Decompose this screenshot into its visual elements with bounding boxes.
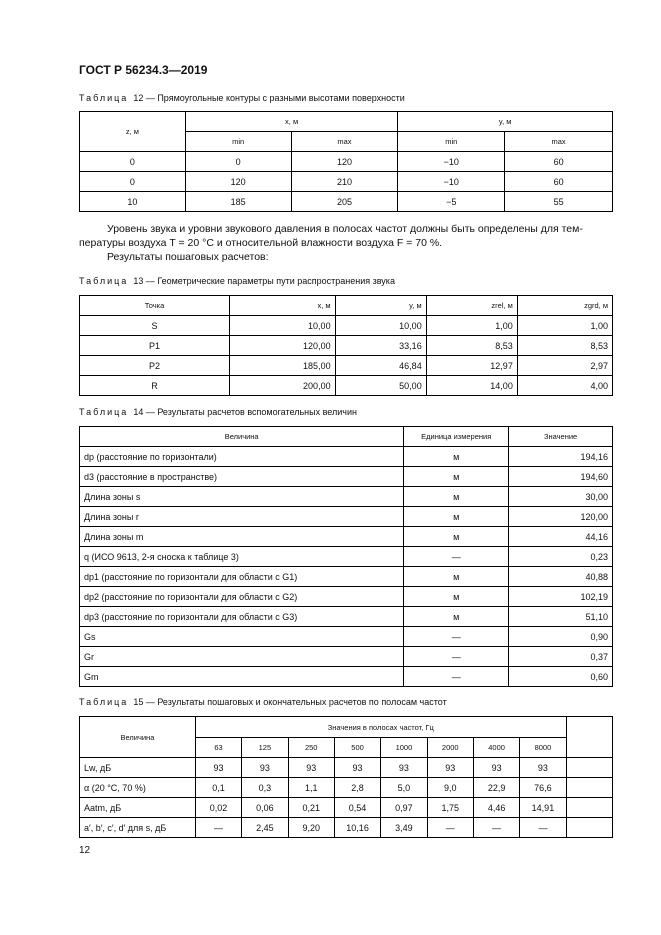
table-cell: dp (расстояние по горизонтали) [80,447,404,467]
table-cell: м [404,607,509,627]
table-cell: P2 [80,356,230,376]
table-cell: 50,00 [335,376,426,396]
table-cell: 51,10 [509,607,613,627]
table-cell: 9,0 [427,778,473,798]
table-cell: d3 (расстояние в пространстве) [80,467,404,487]
table-cell: 60 [505,172,613,192]
table-cell: 93 [473,758,519,778]
table-cell: 0 [80,152,186,172]
table-row [80,587,613,607]
table-row [80,567,613,587]
paragraph-line-1: Уровень звука и уровни звукового давления в полосах частот должны быть определены для тем- [107,223,583,235]
table-12-caption [79,93,405,103]
table-14 [79,426,613,687]
table-row [80,547,613,567]
table-cell: 0 [185,152,291,172]
table-cell: 0,23 [509,547,613,567]
table-cell: м [404,567,509,587]
table-cell: Aatm, дБ [80,798,196,818]
table-cell: 8,53 [517,336,612,356]
table-row [80,507,613,527]
table-cell: Значение [509,427,613,447]
table-cell: 10,00 [230,316,336,336]
table-cell: 4,00 [517,376,612,396]
table-cell: x, м [230,296,336,316]
table-cell: Длина зоны s [80,487,404,507]
table-cell: 0,06 [242,798,288,818]
table-cell: — [404,667,509,687]
table-label: Таблица [79,407,129,417]
table-cell: 194,16 [509,447,613,467]
table-cell: 60 [505,152,613,172]
table-cell: — [404,547,509,567]
table-cell: — [404,627,509,647]
table-cell: q (ИСО 9613, 2-я сноска к таблице 3) [80,547,404,567]
paragraph-line-3: Результаты пошаговых расчетов: [107,251,269,263]
table-cell: 0,37 [509,647,613,667]
table-row [80,818,613,838]
table-title: 14 — Результаты расчетов вспомогательных величин [133,407,357,417]
table-cell: −10 [398,172,505,192]
table-cell: 76,6 [520,778,566,798]
table-cell: dp2 (расстояние по горизонтали для области с G2) [80,587,404,607]
table-12 [79,111,613,212]
table-cell: 2,45 [242,818,288,838]
table-row [80,647,613,667]
header-max: max [505,132,613,152]
table-row [80,192,613,212]
table-row [80,316,613,336]
table-cell: 0,54 [334,798,380,818]
table-cell: 0,21 [288,798,334,818]
table-cell: 10,00 [335,316,426,336]
table-row [80,356,613,376]
table-cell: 1,00 [517,316,612,336]
table-cell: м [404,467,509,487]
table-cell: Длина зоны r [80,507,404,527]
table-cell: 63 [195,738,241,758]
table-cell: 0,3 [242,778,288,798]
table-cell: 210 [291,172,398,192]
table-cell: 4000 [473,738,519,758]
table-cell: Единица измерения [404,427,509,447]
table-cell: 10 [80,192,186,212]
table-label: Таблица [79,276,129,286]
table-cell: м [404,527,509,547]
table-cell: 0,97 [381,798,427,818]
table-row [80,758,613,778]
table-cell: Значения в полосах частот, Гц [195,717,566,738]
table-cell: 46,84 [335,356,426,376]
table-cell [566,717,612,758]
table-cell: S [80,316,230,336]
table-13 [79,295,613,396]
table-cell: Gr [80,647,404,667]
table-cell: 0,02 [195,798,241,818]
table-cell: P1 [80,336,230,356]
table-cell: 1,1 [288,778,334,798]
table-cell: м [404,487,509,507]
table-cell: 10,16 [334,818,380,838]
table-cell: м [404,447,509,467]
page-number: 12 [79,845,91,856]
table-row [80,627,613,647]
table-cell: — [404,647,509,667]
table-title: 15 — Результаты пошаговых и окончательных расчетов по полосам частот [133,697,447,707]
table-title: 12 — Прямоугольные контуры с разными высотами поверхности [133,93,405,103]
paragraph-line-2: пературы воздуха T = 20 °C и относительной влажности воздуха F = 70 %. [79,237,443,249]
table-cell: −5 [398,192,505,212]
table-cell: 93 [427,758,473,778]
table-cell: 120 [291,152,398,172]
table-cell: 93 [520,758,566,778]
table-row [80,447,613,467]
table-cell: — [195,818,241,838]
table-cell: 250 [288,738,334,758]
table-cell: 5,0 [381,778,427,798]
table-cell: Длина зоны m [80,527,404,547]
table-cell: 1,75 [427,798,473,818]
header-z: z, м [80,112,186,152]
header-x: x, м [185,112,398,132]
table-cell: 8,53 [426,336,517,356]
table-cell: 3,49 [381,818,427,838]
table-cell: Lw, дБ [80,758,196,778]
document-code: ГОСТ Р 56234.3—2019 [79,63,208,77]
table-cell: 2000 [427,738,473,758]
table-cell: м [404,507,509,527]
table-row [80,607,613,627]
table-row [80,778,613,798]
table-cell: y, м [335,296,426,316]
table-cell: 9,20 [288,818,334,838]
table-cell: Величина [80,717,196,758]
table-cell [566,758,612,778]
table-cell: — [473,818,519,838]
table-row [80,467,613,487]
table-cell [566,778,612,798]
table-cell: zgrd, м [517,296,612,316]
table-row [80,172,613,192]
table-cell: 120,00 [509,507,613,527]
table-cell: 30,00 [509,487,613,507]
table-cell: 4,46 [473,798,519,818]
table-row [80,798,613,818]
table-row [80,667,613,687]
table-cell: м [404,587,509,607]
table-cell: 205 [291,192,398,212]
table-row [80,152,613,172]
table-cell: 93 [195,758,241,778]
table-cell: α (20 °C, 70 %) [80,778,196,798]
table-cell: dp3 (расстояние по горизонтали для области с G3) [80,607,404,627]
table-title: 13 — Геометрические параметры пути распространения звука [133,276,395,286]
table-cell: 93 [288,758,334,778]
table-cell: R [80,376,230,396]
table-cell: 185,00 [230,356,336,376]
table-cell: zrel, м [426,296,517,316]
table-cell: 22,9 [473,778,519,798]
table-cell: 102,19 [509,587,613,607]
table-cell: 0,1 [195,778,241,798]
header-max: max [291,132,398,152]
table-cell: 1,00 [426,316,517,336]
table-cell: dp1 (расстояние по горизонтали для области с G1) [80,567,404,587]
table-cell: Точка [80,296,230,316]
table-row [80,527,613,547]
table-cell: — [520,818,566,838]
table-cell: 0,60 [509,667,613,687]
table-cell: 0,90 [509,627,613,647]
table-cell: 44,16 [509,527,613,547]
table-cell: 8000 [520,738,566,758]
table-cell: 40,88 [509,567,613,587]
table-13-caption [79,276,395,286]
table-cell: 500 [334,738,380,758]
table-cell: — [427,818,473,838]
table-cell: Величина [80,427,404,447]
table-cell: 194,60 [509,467,613,487]
table-label: Таблица [79,697,129,707]
table-cell: 200,00 [230,376,336,396]
table-cell: 12,97 [426,356,517,376]
table-cell: −10 [398,152,505,172]
table-15-caption [79,697,447,707]
table-cell [566,818,612,838]
table-cell: 2,97 [517,356,612,376]
table-row [80,336,613,356]
header-min: min [185,132,291,152]
header-y: y, м [398,112,613,132]
table-15 [79,716,613,838]
table-cell: 14,00 [426,376,517,396]
table-row [80,487,613,507]
table-14-caption [79,407,357,417]
table-cell [566,798,612,818]
table-cell: 125 [242,738,288,758]
table-cell: 1000 [381,738,427,758]
table-cell: 0 [80,172,186,192]
table-cell: 33,16 [335,336,426,356]
table-cell: 55 [505,192,613,212]
table-cell: 93 [334,758,380,778]
table-cell: 120 [185,172,291,192]
table-cell: 93 [381,758,427,778]
table-cell: 14,91 [520,798,566,818]
table-cell: 93 [242,758,288,778]
table-cell: 120,00 [230,336,336,356]
table-label: Таблица [79,93,129,103]
table-row [80,376,613,396]
table-cell: 185 [185,192,291,212]
table-cell: Gm [80,667,404,687]
header-min: min [398,132,505,152]
table-cell: Gs [80,627,404,647]
table-cell: 2,8 [334,778,380,798]
table-cell: a′, b′, c′, d′ для s, дБ [80,818,196,838]
